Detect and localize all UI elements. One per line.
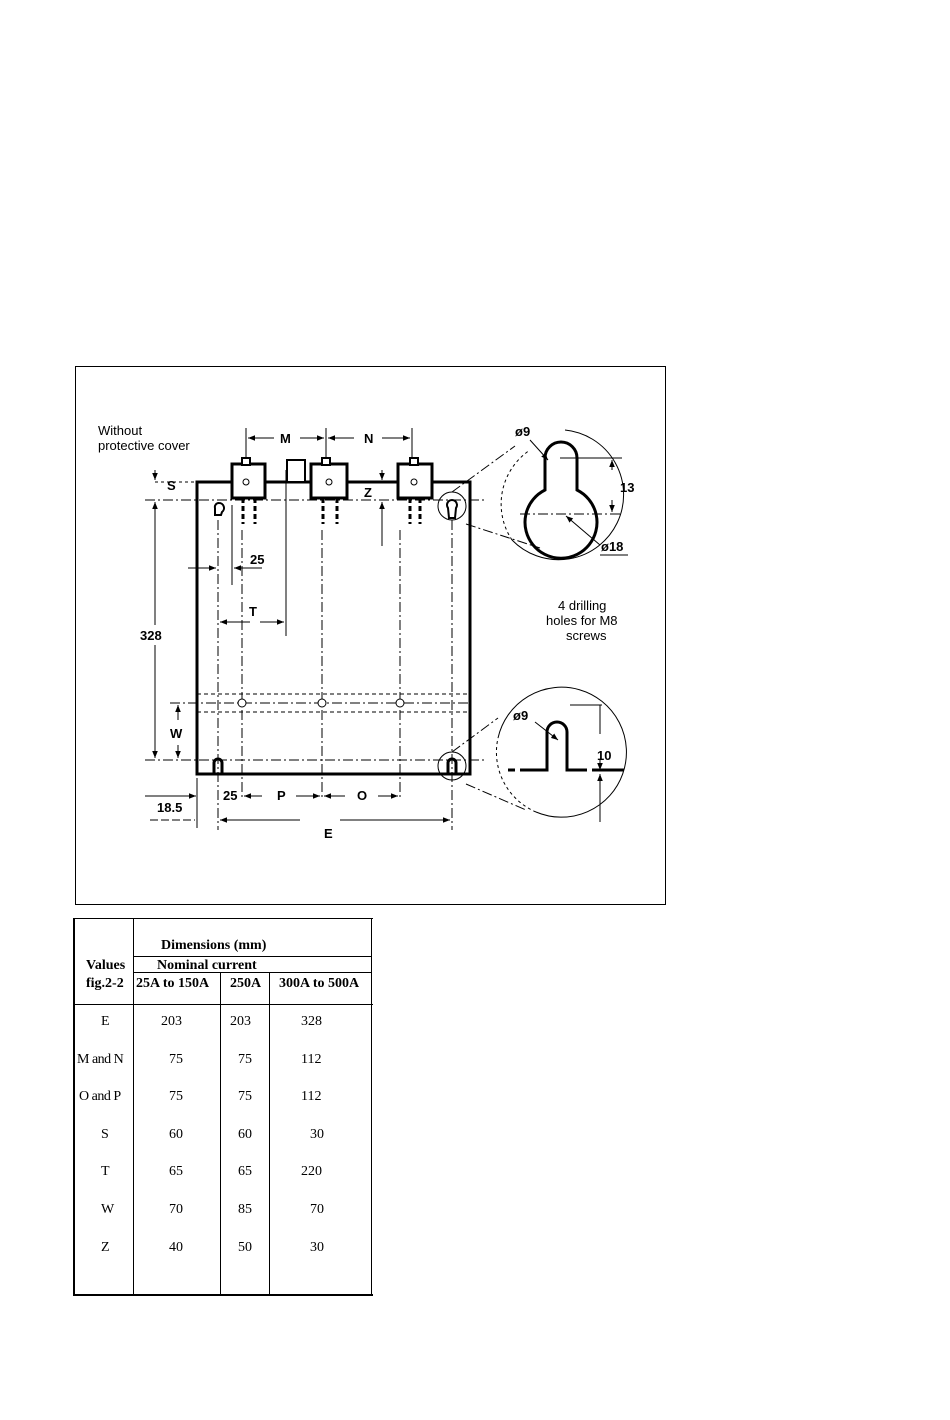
dim-M-label: M: [280, 431, 291, 446]
dimensions-table: Dimensions (mm) Nominal current Values fig.2-2 25A to 150A 250A 300A to 500A E 203 203 328 M and N 75 75 112 O and P 75 75 112 S 60 60 30 T 65 65 220 W 70 85 70 Z 40 50 30: [73, 918, 373, 1296]
mounting-plate: [197, 482, 470, 774]
terminal-1: [232, 458, 265, 524]
cable-block: [287, 460, 305, 482]
detail-bottom-slot: [496, 687, 626, 822]
dim-N-label: N: [364, 431, 374, 446]
detail-bottom-10-label: 10: [597, 748, 612, 763]
detail-top-keyhole: [501, 424, 634, 560]
detail-top-13-label: 13: [620, 480, 635, 495]
dim-S-label: S: [167, 478, 176, 493]
dim-W-label: W: [170, 726, 183, 741]
header-values: Values: [86, 958, 126, 973]
dim-18-5-label: 18.5: [157, 800, 183, 815]
dim-O-label: O: [357, 788, 368, 803]
dim-25-bottom-label: 25: [223, 788, 238, 803]
dim-25-top-label: 25: [250, 552, 265, 567]
dim-T-label: T: [249, 604, 257, 619]
without-cover-line2: protective cover: [98, 438, 190, 453]
detail-top-d18-label: ø18: [601, 539, 624, 554]
terminal-2: [311, 458, 347, 524]
header-nominal: Nominal current: [157, 958, 257, 973]
header-col3: 300A to 500A: [279, 976, 360, 991]
terminal-3: [398, 458, 432, 524]
drilling-note-line1: 4 drilling: [558, 598, 607, 613]
header-fig: fig.2-2: [86, 976, 124, 991]
keyhole-top-right: [447, 500, 457, 518]
drilling-note-line2: holes for M8: [546, 613, 618, 628]
detail-bottom-d9-label: ø9: [513, 708, 529, 723]
header-col2: 250A: [230, 976, 262, 991]
keyhole-top-left: [215, 503, 224, 515]
dim-Z-label: Z: [364, 485, 372, 500]
drilling-note-line3: screws: [566, 628, 607, 643]
header-col1: 25A to 150A: [136, 976, 210, 991]
detail-top-d9-label: ø9: [515, 424, 531, 439]
dim-328-label: 328: [140, 628, 162, 643]
without-cover-line1: Without: [98, 423, 143, 438]
dim-E-label: E: [324, 826, 333, 841]
dim-P-label: P: [277, 788, 286, 803]
header-dimensions: Dimensions (mm): [161, 938, 267, 953]
